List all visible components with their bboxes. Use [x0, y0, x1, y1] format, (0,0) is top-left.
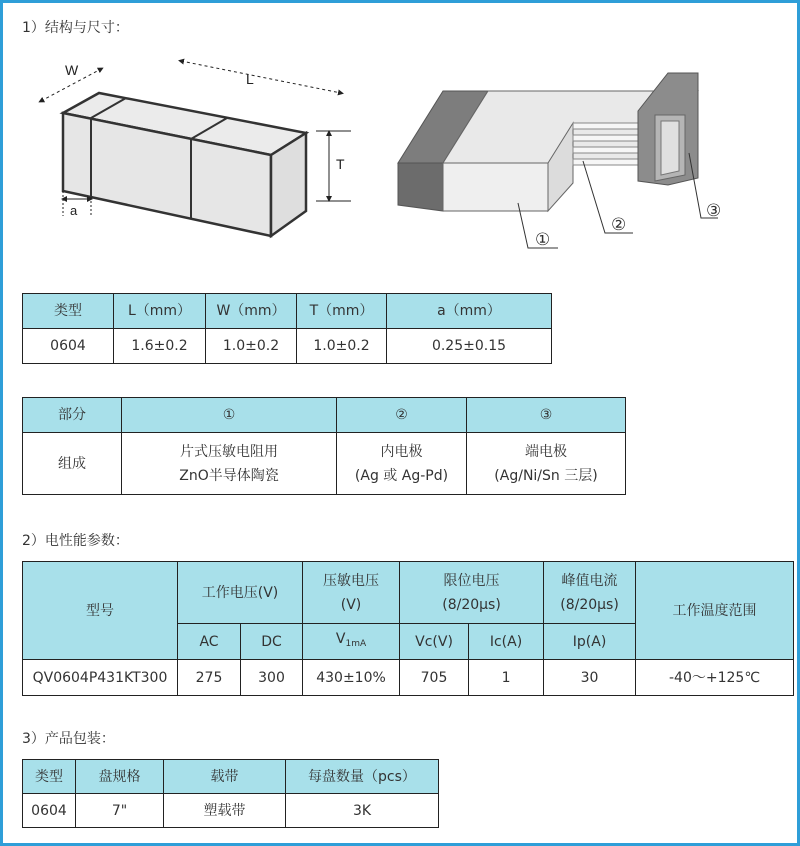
table-header-row	[23, 760, 439, 794]
section-title-structure: 1）结构与尺寸：	[22, 20, 129, 36]
header-part-1: ①	[122, 398, 337, 433]
cell-type: 0604	[23, 329, 114, 364]
header-ip: Ip(A)	[544, 624, 636, 660]
cell-a: 0.25±0.15	[387, 329, 552, 364]
cell-ac: 275	[178, 660, 241, 696]
header-temp-range: 工作温度范围	[636, 562, 794, 660]
header-line: 限位电压	[443, 572, 500, 589]
cell-line: (Ag 或 Ag-Pd)	[354, 467, 449, 484]
header-dc: DC	[241, 624, 303, 660]
header-line: (8/20μs)	[442, 596, 501, 613]
header-part-3: ③	[467, 398, 626, 433]
row-label-composition: 组成	[23, 433, 122, 495]
v1ma-main: V	[335, 631, 346, 647]
callout-1: ①	[535, 230, 551, 249]
cell-thickness: 1.0±0.2	[297, 329, 387, 364]
cell-ip: 30	[544, 660, 636, 696]
header-line: 压敏电压	[323, 572, 380, 589]
header-a: a（mm）	[387, 294, 552, 329]
table-header-row	[23, 398, 626, 433]
cell-ceramic	[122, 433, 337, 495]
section-title-packaging: 3）产品包装：	[22, 731, 115, 747]
dimensions-table	[22, 293, 552, 364]
cell-line: 内电极	[380, 443, 423, 460]
cell-terminal-electrode	[467, 433, 626, 495]
v1ma-subscript: 1mA	[345, 639, 367, 649]
electrical-table	[22, 561, 794, 696]
cell-tape: 塑载带	[164, 794, 286, 828]
cell-line: 片式压敏电阻用	[180, 443, 278, 460]
callout-2: ②	[611, 215, 627, 234]
label-t: T	[336, 156, 345, 172]
cell-width: 1.0±0.2	[206, 329, 297, 364]
table-header-row	[23, 294, 552, 329]
header-clamp-voltage	[400, 562, 544, 624]
header-vc: Vc(V)	[400, 624, 469, 660]
header-line: (V)	[340, 596, 362, 613]
chip-dimension-diagram	[31, 51, 361, 251]
cell-model: QV0604P431KT300	[23, 660, 178, 696]
cell-line: ZnO半导体陶瓷	[179, 467, 279, 484]
header-working-voltage: 工作电压(V)	[178, 562, 303, 624]
header-model: 型号	[23, 562, 178, 660]
label-l: L	[246, 71, 254, 87]
cell-reel-size: 7"	[76, 794, 164, 828]
cell-line: 端电极	[525, 443, 567, 460]
header-length: L（mm）	[114, 294, 206, 329]
cell-vc: 705	[400, 660, 469, 696]
header-type: 类型	[23, 760, 76, 794]
header-thickness: T（mm）	[297, 294, 387, 329]
packaging-table	[22, 759, 439, 828]
parts-table	[22, 397, 626, 495]
header-ac: AC	[178, 624, 241, 660]
header-peak-current	[544, 562, 636, 624]
label-w: W	[65, 62, 79, 78]
cell-line: (Ag/Ni/Sn 三层)	[494, 467, 598, 484]
header-line: 峰值电流	[561, 572, 618, 589]
cell-length: 1.6±0.2	[114, 329, 206, 364]
cell-qty: 3K	[286, 794, 439, 828]
label-a: a	[70, 203, 78, 218]
header-part-2: ②	[337, 398, 467, 433]
table-row	[23, 794, 439, 828]
cell-temp: -40～+125℃	[636, 660, 794, 696]
header-tape: 载带	[164, 760, 286, 794]
header-reel-size: 盘规格	[76, 760, 164, 794]
header-part: 部分	[23, 398, 122, 433]
header-line: (8/20μs)	[560, 596, 619, 613]
header-ic: Ic(A)	[469, 624, 544, 660]
table-header-row	[23, 562, 794, 624]
table-row	[23, 329, 552, 364]
header-type: 类型	[23, 294, 114, 329]
cell-inner-electrode	[337, 433, 467, 495]
header-qty-per-reel: 每盘数量（pcs）	[286, 760, 439, 794]
cell-type: 0604	[23, 794, 76, 828]
header-width: W（mm）	[206, 294, 297, 329]
callout-3: ③	[706, 201, 722, 220]
chip-structure-diagram	[393, 63, 753, 258]
cell-ic: 1	[469, 660, 544, 696]
header-varistor-voltage	[303, 562, 400, 624]
cell-v1ma: 430±10%	[303, 660, 400, 696]
table-row	[23, 660, 794, 696]
header-v1ma	[303, 624, 400, 660]
cell-dc: 300	[241, 660, 303, 696]
table-row	[23, 433, 626, 495]
section-title-electrical: 2）电性能参数：	[22, 533, 129, 549]
